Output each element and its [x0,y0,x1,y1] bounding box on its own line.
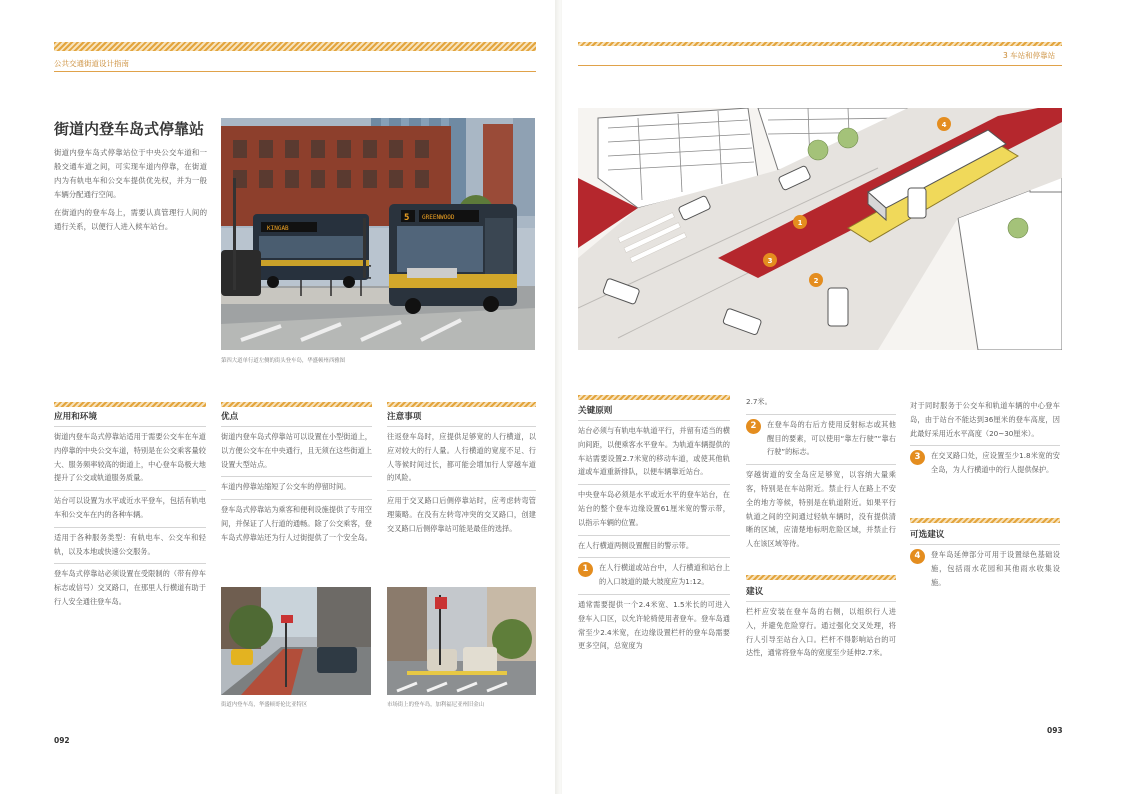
key-principles-item-1 [578,558,730,595]
section-hatch-suggestions [746,575,896,580]
left-page [0,0,558,794]
bus-1-destination-sign: KINGAB [267,225,289,232]
intro-text [54,146,207,234]
bus-2-route-number: 5 [404,213,410,223]
section-hatch-application [54,402,206,407]
section-hatch-optional [910,518,1060,523]
considerations-block-1: 往返登车岛时，应提供足够宽的人行横道，以应对较大的行人量。人行横道的宽度不足、行人等候时间过长，都可能会增加行人穿越车道的风险。 [387,426,536,491]
section-hatch-key-principles [578,395,730,400]
column-3-item-3 [910,446,1060,482]
item-1-text: 在人行横道或站台中，人行横道和站台上的入口坡道的最大坡度应为1:12。 [599,563,730,587]
application-block-3: 适用于各种服务类型：有轨电车、公交车和轻轨，以及本地或快速公交服务。 [54,528,206,565]
intro-paragraph-2: 在街道内的登车岛上，需要认真管理行人间的通行关系，以便行人进入候车站台。 [54,208,207,231]
marker-1: 1 [797,219,803,227]
suggestions-column [746,601,896,665]
main-photo-bus-island [221,118,535,350]
advantages-block-1: 街道内登车岛式停靠站可以设置在小型街道上，以方便公交车在中央通行，且无须在这些街道上设置大型站点。 [221,426,372,477]
photo-san-francisco-island [387,587,536,695]
application-block-1: 街道内登车岛式停靠站适用于需要公交车在车道内停靠的中央公交车道，特别是在公交乘客量较大、服务频率较高的街道上，中心登车岛极大地提升了公交或轨道服务质量。 [54,426,206,491]
header-rule [54,71,536,72]
bus-2-destination-sign: GREENWOOD [422,214,455,221]
advantages-block-2: 车道内停靠站缩短了公交车的停留时间。 [221,477,372,500]
column-2-block-2: 穿越街道的安全岛应足够宽，以容纳大量乘客，特别是在车站附近。禁止行人在路上不安全的地方等候，特别是在轨道附近。如果平行轨道之间的空间通过轻轨车辆时，没有提供清晰的区域，应清楚地标明危险区域，并禁止行人在该区域等待。 [746,470,896,549]
column-2-top-fragment: 2.7米。 [746,392,896,415]
photo-2-caption: 街道内登车岛，华盛顿哥伦比亚特区 [221,702,308,708]
key-principles-block-1: 站台必须与有轨电车轨道平行，并留有适当的横向间距，以便乘客水平登车。为轨道车辆提供的车站需要设置2.7米宽的移动车道，或使其他轨道或车道重新排队，以便车辆靠近站台。 [578,420,730,485]
main-photo-caption: 第四大道单行道左侧的街头登车岛，华盛顿州西雅图 [221,358,345,364]
section-heading-optional: 可选建议 [910,530,945,540]
advantages-block-3: 登车岛式停靠站为乘客和便利设施提供了专用空间，并保证了人行道的通畅。除了公交乘客，登车岛式停靠站还为行人过街提供了一个安全岛。 [221,505,372,542]
column-2 [746,392,896,556]
section-hatch-advantages [221,402,372,407]
number-badge-1: 1 [578,562,593,577]
section-heading-considerations: 注意事项 [387,412,422,422]
number-badge-2: 2 [746,419,761,434]
section-hatch-considerations [387,402,536,407]
running-head-right: 3 车站和停靠站 [1003,51,1056,60]
key-principles-tail-block: 通常需要提供一个2.4米宽、1.5米长的可进入登车入口区，以允许轮椅使用者登车。登车岛通常至少2.4米宽，在边缘设置栏杆的登车岛需要更多空间，总宽度为 [578,599,730,651]
application-block-2: 站台可以设置为水平或近水平登车，包括有轨电车和公交车在内的各种车辆。 [54,491,206,528]
page-number-left: 092 [54,736,70,745]
suggestions-block: 栏杆应安装在登车岛的右侧，以组织行人进入，并避免危险穿行。通过强化交叉处理，将行人引导至站台入口。栏杆不得影响站台的可达性，通常将登车岛的宽度至少延伸2.7米。 [746,601,896,665]
photo-3-caption: 市场街上的登车岛，加利福尼亚州旧金山 [387,702,485,708]
optional-column [910,544,1060,594]
street-illustration [578,108,1062,350]
item-4-text: 登车岛延伸部分可用于设置绿色基础设施，包括雨水花园和其他雨水收集设施。 [931,550,1060,587]
considerations-block-2: 应用于交叉路口后侧停靠站时，应考虑转弯管理策略。在没有左转弯冲突的交叉路口，创建交叉路口后侧停靠站可能是最佳的选择。 [387,496,536,533]
item-3-text: 在交叉路口处，应设置至少1.8米宽的安全岛，为人行横道中的行人提供保护。 [931,451,1060,475]
page-title: 街道内登车岛式停靠站 [54,120,205,138]
section-heading-key-principles: 关键原则 [578,406,613,416]
column-2-item-2 [746,415,896,465]
section-advantages-column [221,426,372,550]
column-3 [910,396,1060,482]
section-heading-application: 应用和环境 [54,412,97,422]
section-heading-suggestions: 建议 [746,587,764,597]
header-hatch-bar [54,42,536,51]
section-considerations-column [387,426,536,541]
key-principles-column [578,420,730,658]
section-heading-advantages: 优点 [221,412,239,422]
marker-3: 3 [767,257,773,265]
header-hatch-bar-right [578,42,1062,46]
key-principles-block-2: 中央登车岛必须是水平或近水平的登车站台，在站台的整个登车边缘设置61厘米宽的警示带，以指示车辆的位置。 [578,485,730,535]
right-page [562,0,1123,794]
section-application-column [54,426,206,614]
photo-washington-dc-island [221,587,371,695]
marker-4: 4 [941,121,947,129]
running-head: 公共交通街道设计指南 [54,59,129,68]
application-block-4: 登车岛式停靠站必须设置在受限制的（带有停车标志或信号）交叉路口，在那里人行横道有助于行人安全通往登车岛。 [54,569,206,606]
key-principles-block-3: 在人行横道两侧设置醒目的警示带。 [578,536,730,559]
number-badge-4: 4 [910,549,925,564]
intro-paragraph-1: 街道内登车岛式停靠站位于中央公交车道和一般交通车道之间，可实现车道内停靠，在街道内为有轨电车和公交车提供优先权，并为一般车辆分配通行空间。 [54,148,207,199]
header-rule-right [578,65,1062,66]
page-number-right: 093 [1047,726,1063,735]
column-3-top-block: 对于同时服务于公交车和轨道车辆的中心登车岛，由于站台不能达到36厘米的登车高度，因此最好采用近水平高度（20~30厘米）。 [910,396,1060,446]
item-2-text: 在登车岛的右后方使用反射标志或其他醒目的要素，可以使用“靠左行驶”“靠右行驶”的标志。 [767,419,896,457]
marker-2: 2 [813,277,819,285]
optional-item-4 [910,544,1060,594]
number-badge-3: 3 [910,450,925,465]
